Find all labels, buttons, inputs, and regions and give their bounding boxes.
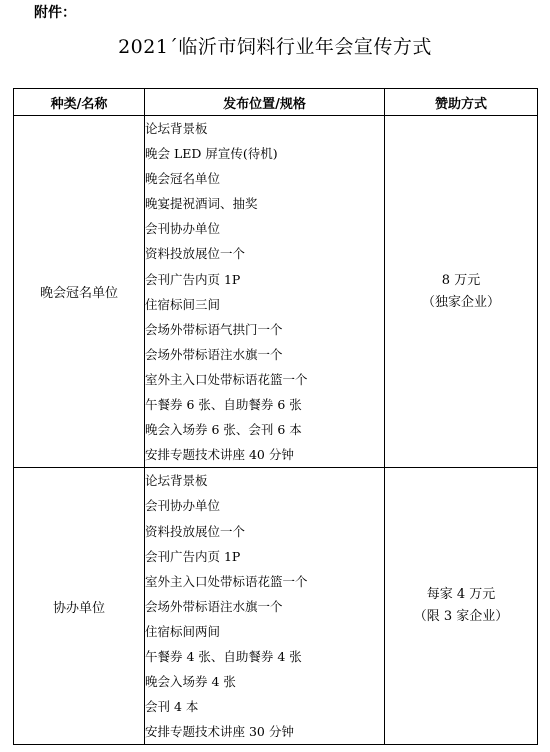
table-header-row bbox=[14, 89, 538, 116]
promotion-table bbox=[13, 88, 538, 745]
row-category-name: 协办单位 bbox=[14, 468, 145, 745]
spec-item: 午餐券 4 张、自助餐券 4 张 bbox=[145, 648, 302, 664]
header-category: 种类/名称 bbox=[14, 89, 145, 116]
sponsorship-note: （限 3 家企业） bbox=[413, 609, 509, 625]
sponsorship-amount: 8 万元 bbox=[441, 272, 481, 288]
spec-item: 会场外带标语注水旗一个 bbox=[145, 598, 283, 614]
table-row bbox=[14, 116, 538, 468]
spec-item: 会场外带标语气拱门一个 bbox=[145, 321, 283, 337]
sponsorship-amount: 每家 4 万元 bbox=[426, 587, 496, 603]
spec-item: 午餐券 6 张、自助餐券 6 张 bbox=[145, 397, 302, 413]
attachment-label: 附件： bbox=[34, 5, 76, 21]
spec-item: 论坛背景板 bbox=[145, 473, 208, 489]
spec-item: 室外主入口处带标语花篮一个 bbox=[145, 573, 308, 589]
row-spec-list bbox=[145, 116, 385, 468]
spec-item: 住宿标间两间 bbox=[145, 623, 221, 639]
spec-item: 资料投放展位一个 bbox=[145, 246, 246, 262]
spec-item: 住宿标间三间 bbox=[145, 296, 221, 312]
sponsorship-note: （独家企业） bbox=[421, 294, 500, 310]
spec-item: 晚宴提祝酒词、抽奖 bbox=[145, 196, 258, 212]
spec-item: 室外主入口处带标语花篮一个 bbox=[145, 371, 308, 387]
spec-item: 晚会 LED 屏宣传(待机) bbox=[145, 146, 278, 162]
row-category-name: 晚会冠名单位 bbox=[14, 116, 145, 468]
spec-item: 会刊广告内页 1P bbox=[145, 271, 241, 287]
table-row bbox=[14, 468, 538, 745]
row-sponsorship bbox=[385, 116, 538, 468]
header-sponsorship: 赞助方式 bbox=[385, 89, 538, 116]
spec-item: 会刊协办单位 bbox=[145, 498, 221, 514]
spec-item: 资料投放展位一个 bbox=[145, 523, 246, 539]
spec-item: 安排专题技术讲座 30 分钟 bbox=[145, 724, 294, 740]
row-sponsorship bbox=[385, 468, 538, 745]
spec-item: 晚会入场券 4 张 bbox=[145, 674, 236, 690]
row-spec-list bbox=[145, 468, 385, 745]
spec-item: 晚会冠名单位 bbox=[145, 171, 221, 187]
spec-item: 晚会入场券 6 张、会刊 6 本 bbox=[145, 422, 302, 438]
header-position-spec: 发布位置/规格 bbox=[145, 89, 385, 116]
spec-item: 会刊 4 本 bbox=[145, 699, 199, 715]
spec-item: 会刊广告内页 1P bbox=[145, 548, 241, 564]
spec-item: 会刊协办单位 bbox=[145, 221, 221, 237]
spec-item: 论坛背景板 bbox=[145, 121, 208, 136]
spec-item: 会场外带标语注水旗一个 bbox=[145, 346, 283, 362]
spec-item: 安排专题技术讲座 40 分钟 bbox=[145, 447, 294, 463]
document-title: 2021´临沂市饲料行业年会宣传方式 bbox=[118, 36, 432, 58]
